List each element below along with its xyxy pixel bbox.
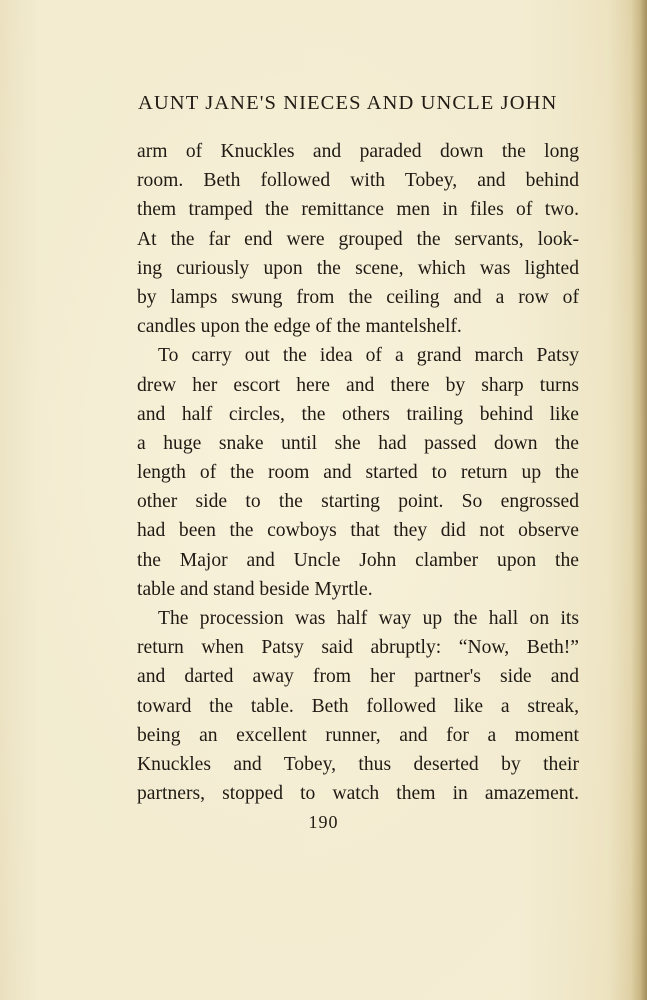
- text-line: the Major and Uncle John clamber upon the: [137, 549, 579, 571]
- paragraph-first-line: To carry out the idea of a grand march Patsy: [158, 345, 579, 367]
- page-edge-shadow: [631, 0, 647, 1000]
- running-head: AUNT JANE'S NIECES AND UNCLE JOHN: [138, 92, 558, 114]
- text-line: length of the room and started to return up the: [137, 462, 579, 484]
- text-line: had been the cowboys that they did not observe: [137, 520, 579, 542]
- text-line: room. Beth followed with Tobey, and behind: [137, 170, 579, 192]
- text-line: and half circles, the others trailing behind like: [137, 403, 579, 425]
- text-line: At the far end were grouped the servants, look-: [137, 228, 579, 250]
- text-line: ing curiously upon the scene, which was lighted: [137, 257, 579, 279]
- page-number: 190: [308, 812, 339, 832]
- text-line: toward the table. Beth followed like a streak,: [137, 695, 579, 717]
- text-line: drew her escort here and there by sharp turns: [137, 374, 579, 396]
- text-line: being an excellent runner, and for a moment: [137, 724, 579, 746]
- text-line: candles upon the edge of the mantelshelf.: [137, 316, 462, 338]
- text-line: them tramped the remittance men in files of two.: [137, 199, 579, 221]
- text-line: other side to the starting point. So engrossed: [137, 491, 579, 513]
- text-line: by lamps swung from the ceiling and a row of: [137, 286, 579, 308]
- text-line: Knuckles and Tobey, thus deserted by their: [137, 753, 579, 775]
- text-line: partners, stopped to watch them in amazement.: [137, 783, 579, 805]
- text-line: arm of Knuckles and paraded down the long: [137, 141, 579, 162]
- body-text: [137, 137, 579, 808]
- paragraph-first-line: The procession was half way up the hall on its: [158, 608, 579, 629]
- text-line: table and stand beside Myrtle.: [137, 578, 373, 600]
- text-line: and darted away from her partner's side and: [137, 666, 579, 688]
- text-line: return when Patsy said abruptly: “Now, Beth!”: [137, 637, 579, 659]
- text-line: a huge snake until she had passed down the: [137, 432, 579, 454]
